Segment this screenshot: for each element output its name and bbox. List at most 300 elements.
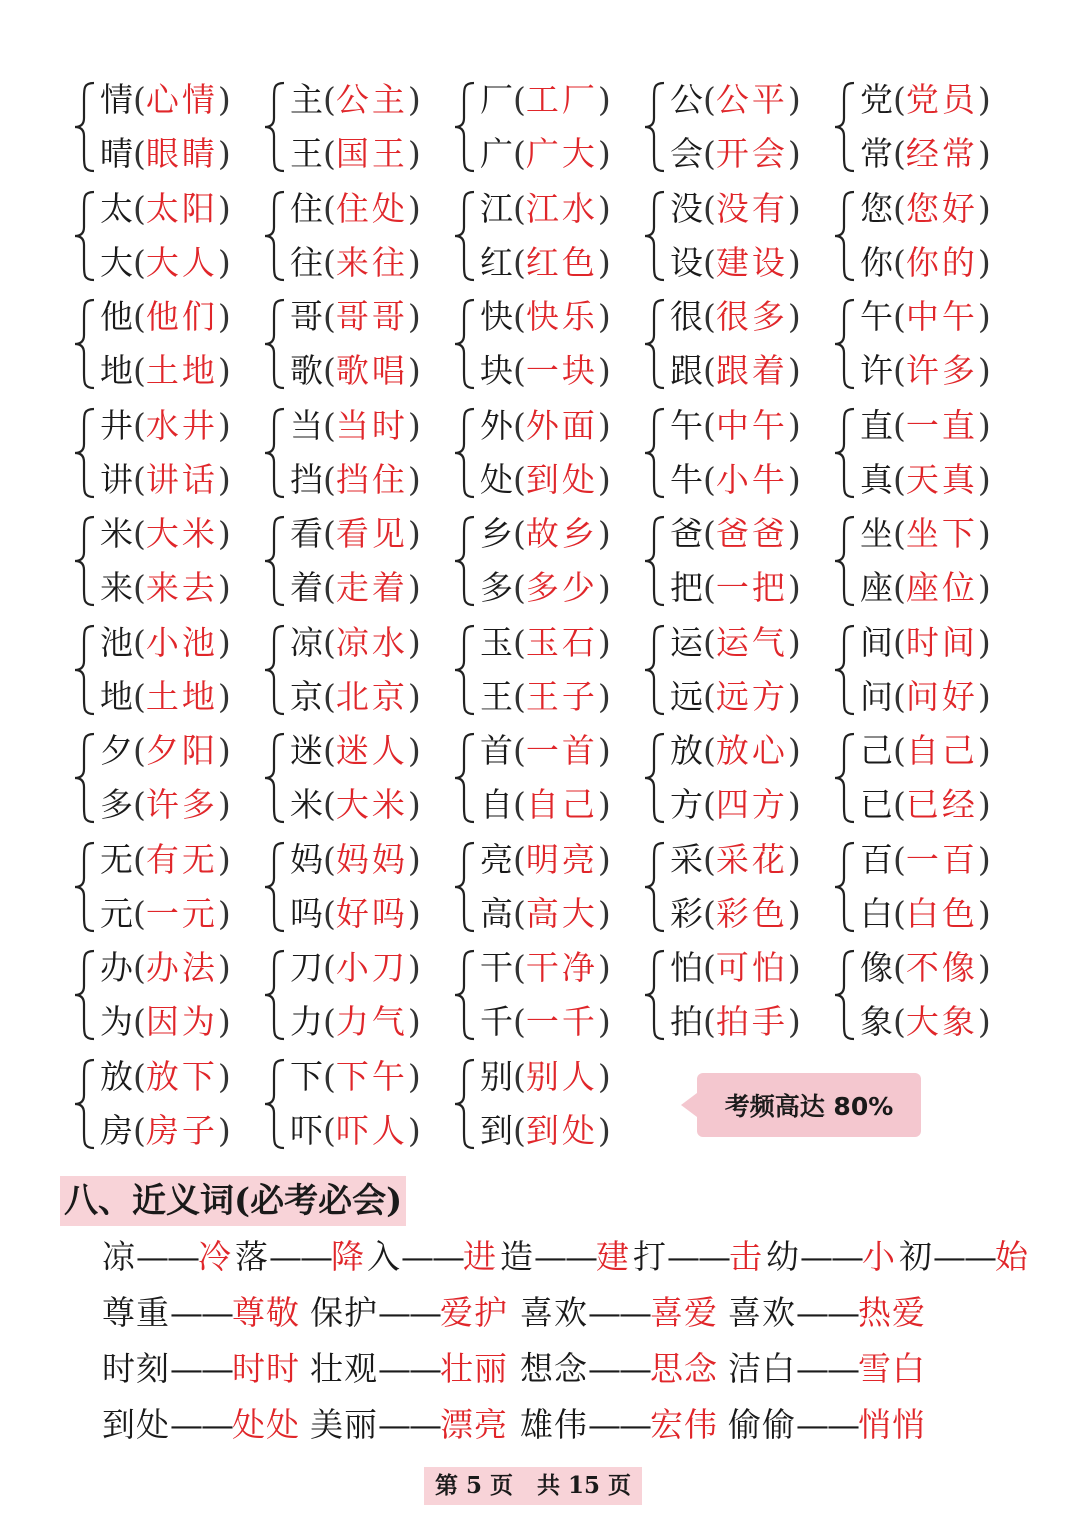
paren-open: ( xyxy=(133,514,146,553)
homophone-line xyxy=(290,134,421,174)
paren-open: ( xyxy=(133,351,146,390)
homophone-char: 牛 xyxy=(670,459,703,499)
homophone-char: 别 xyxy=(480,1056,513,1096)
homophone-word: 明亮 xyxy=(525,839,598,879)
homophone-char: 江 xyxy=(480,188,513,228)
homophone-word: 讲话 xyxy=(145,459,218,499)
frequency-badge xyxy=(697,1073,921,1137)
brace-icon xyxy=(70,189,100,283)
paren-close: ) xyxy=(597,893,611,933)
homophone-line xyxy=(670,677,801,717)
paren-open: ( xyxy=(703,893,716,933)
homophone-pair xyxy=(830,398,1020,507)
paren-open: ( xyxy=(323,785,336,824)
homophone-pair xyxy=(70,181,260,290)
homophone-line xyxy=(290,840,421,880)
homophone-word: 彩色 xyxy=(715,893,788,933)
paren-open: ( xyxy=(323,731,336,770)
paren-open: ( xyxy=(893,893,906,933)
homophone-line xyxy=(670,785,801,825)
homophone-char: 外 xyxy=(480,405,513,445)
brace-icon xyxy=(640,297,670,391)
synonym-pair xyxy=(102,1348,300,1390)
homophone-pair xyxy=(640,615,830,724)
brace-icon xyxy=(830,948,860,1042)
synonym-pair xyxy=(367,1236,497,1278)
paren-open: ( xyxy=(893,568,906,607)
homophone-char: 他 xyxy=(100,297,133,336)
homophone-char: 坐 xyxy=(860,514,893,553)
paren-open: ( xyxy=(513,622,526,662)
homophone-char: 座 xyxy=(860,568,893,607)
paren-open: ( xyxy=(703,351,716,390)
paren-close: ) xyxy=(217,297,231,336)
homophone-pair xyxy=(70,615,260,724)
paren-open: ( xyxy=(893,731,906,770)
homophone-char: 拍 xyxy=(670,1002,703,1041)
homophone-char: 爸 xyxy=(670,514,703,553)
paren-open: ( xyxy=(513,785,526,824)
homophone-line xyxy=(100,460,231,500)
synonym-match: 宏伟 xyxy=(650,1405,718,1444)
homophone-pair xyxy=(70,832,260,941)
homophone-char: 红 xyxy=(480,242,513,282)
homophone-word: 来去 xyxy=(145,568,218,607)
paren-open: ( xyxy=(133,459,146,499)
homophone-line xyxy=(290,514,421,554)
synonym-pair xyxy=(235,1236,365,1278)
brace-icon xyxy=(830,840,860,934)
homophone-pair xyxy=(260,289,450,398)
synonym-dash: —— xyxy=(588,1293,650,1332)
paren-open: ( xyxy=(323,1056,336,1096)
paren-close: ) xyxy=(977,242,991,282)
synonym-dash: —— xyxy=(170,1349,232,1388)
synonym-word: 壮观 xyxy=(310,1349,378,1388)
paren-close: ) xyxy=(597,622,611,662)
homophone-char: 己 xyxy=(860,731,893,770)
homophone-line xyxy=(100,1057,231,1097)
paren-close: ) xyxy=(597,785,611,824)
paren-close: ) xyxy=(977,188,991,228)
homophone-word: 建设 xyxy=(715,242,788,282)
paren-open: ( xyxy=(133,297,146,336)
homophone-word: 到处 xyxy=(525,459,598,499)
paren-open: ( xyxy=(513,948,526,987)
paren-open: ( xyxy=(133,242,146,282)
homophone-char: 把 xyxy=(670,568,703,607)
paren-open: ( xyxy=(133,568,146,607)
paren-open: ( xyxy=(133,731,146,770)
homophone-pair xyxy=(70,1049,260,1158)
paren-open: ( xyxy=(323,839,336,879)
paren-open: ( xyxy=(893,785,906,824)
synonym-match: 处处 xyxy=(232,1405,300,1444)
page-footer: 第 5 页 共 15 页 xyxy=(424,1467,642,1505)
homophone-char: 来 xyxy=(100,568,133,607)
paren-close: ) xyxy=(407,242,421,282)
paren-open: ( xyxy=(893,297,906,336)
homophone-word: 公平 xyxy=(715,80,788,119)
homophone-char: 京 xyxy=(290,676,323,716)
paren-close: ) xyxy=(217,242,231,282)
homophone-char: 广 xyxy=(480,134,513,173)
paren-close: ) xyxy=(407,785,421,824)
synonym-match: 悄悄 xyxy=(858,1405,926,1444)
homophone-char: 没 xyxy=(670,188,703,228)
homophone-char: 高 xyxy=(480,893,513,933)
synonym-dash: —— xyxy=(269,1237,331,1276)
paren-close: ) xyxy=(597,459,611,499)
synonym-dash: —— xyxy=(933,1237,995,1276)
synonym-dash: —— xyxy=(667,1237,729,1276)
homophone-line xyxy=(290,80,421,120)
homophone-char: 着 xyxy=(290,568,323,607)
homophone-line xyxy=(100,189,231,229)
synonym-match: 壮丽 xyxy=(440,1349,508,1388)
paren-close: ) xyxy=(787,1002,801,1041)
homophone-pair xyxy=(260,1049,450,1158)
synonym-word: 美丽 xyxy=(310,1405,378,1444)
paren-close: ) xyxy=(787,731,801,770)
homophone-char: 情 xyxy=(100,80,133,119)
homophone-word: 运气 xyxy=(715,622,788,662)
synonym-pair xyxy=(728,1404,926,1446)
synonym-pair xyxy=(520,1292,718,1334)
homophone-pair xyxy=(640,723,830,832)
paren-open: ( xyxy=(513,297,526,336)
homophone-char: 您 xyxy=(860,188,893,228)
brace-icon xyxy=(450,731,480,825)
synonym-dash: —— xyxy=(588,1349,650,1388)
brace-icon xyxy=(450,297,480,391)
synonym-word: 造 xyxy=(500,1237,534,1276)
homophone-word: 眼睛 xyxy=(145,134,218,173)
homophone-line xyxy=(670,840,801,880)
homophone-line xyxy=(480,894,611,934)
synonym-word: 时刻 xyxy=(102,1349,170,1388)
homophone-pair xyxy=(830,723,1020,832)
homophone-line xyxy=(290,297,421,337)
paren-close: ) xyxy=(217,948,231,987)
brace-icon xyxy=(640,189,670,283)
paren-close: ) xyxy=(407,459,421,499)
homophone-pair xyxy=(450,940,640,1049)
homophone-line xyxy=(100,351,231,391)
paren-close: ) xyxy=(787,568,801,607)
homophone-pair xyxy=(640,398,830,507)
homophone-word: 没有 xyxy=(715,188,788,228)
homophone-word: 凉水 xyxy=(335,622,408,662)
homophone-pair xyxy=(450,506,640,615)
synonym-word: 入 xyxy=(367,1237,401,1276)
homophone-word: 夕阳 xyxy=(145,731,218,770)
homophone-word: 远方 xyxy=(715,676,788,716)
homophone-char: 讲 xyxy=(100,459,133,499)
homophone-line xyxy=(860,406,991,446)
paren-close: ) xyxy=(977,134,991,173)
paren-close: ) xyxy=(217,568,231,607)
homophone-pair xyxy=(70,72,260,181)
paren-open: ( xyxy=(703,459,716,499)
homophone-char: 力 xyxy=(290,1002,323,1041)
paren-close: ) xyxy=(787,405,801,445)
homophone-word: 歌唱 xyxy=(335,351,408,390)
paren-close: ) xyxy=(217,405,231,445)
brace-icon xyxy=(260,189,290,283)
paren-close: ) xyxy=(217,80,231,119)
homophone-char: 采 xyxy=(670,839,703,879)
homophone-line xyxy=(290,1111,421,1151)
brace-icon xyxy=(830,406,860,500)
homophone-line xyxy=(670,134,801,174)
homophone-line xyxy=(480,80,611,120)
homophone-line xyxy=(480,785,611,825)
paren-open: ( xyxy=(133,948,146,987)
synonym-dash: —— xyxy=(170,1405,232,1444)
homophone-line xyxy=(100,731,231,771)
homophone-line xyxy=(670,514,801,554)
homophone-line xyxy=(100,406,231,446)
synonym-match: 始 xyxy=(995,1237,1029,1276)
homophone-char: 你 xyxy=(860,242,893,282)
homophone-line xyxy=(860,785,991,825)
paren-close: ) xyxy=(787,839,801,879)
paren-open: ( xyxy=(703,134,716,173)
brace-icon xyxy=(70,80,100,174)
homophone-line xyxy=(290,351,421,391)
paren-open: ( xyxy=(323,1002,336,1041)
brace-icon xyxy=(260,80,290,174)
homophone-pair xyxy=(260,398,450,507)
homophone-word: 爸爸 xyxy=(715,514,788,553)
brace-icon xyxy=(260,514,290,608)
paren-close: ) xyxy=(977,80,991,119)
paren-open: ( xyxy=(323,948,336,987)
brace-icon xyxy=(70,297,100,391)
paren-open: ( xyxy=(133,1110,146,1150)
homophone-line xyxy=(860,1002,991,1042)
paren-close: ) xyxy=(977,351,991,390)
synonym-pair xyxy=(728,1348,926,1390)
homophone-pair xyxy=(260,723,450,832)
homophone-word: 一千 xyxy=(525,1002,598,1041)
homophone-line xyxy=(290,948,421,988)
homophone-char: 妈 xyxy=(290,839,323,879)
homophone-word: 土地 xyxy=(145,676,218,716)
homophone-word: 四方 xyxy=(715,785,788,824)
synonym-pair xyxy=(633,1236,763,1278)
homophone-word: 住处 xyxy=(335,188,408,228)
homophone-char: 块 xyxy=(480,351,513,390)
synonym-word: 凉 xyxy=(102,1237,136,1276)
synonym-pair xyxy=(102,1236,232,1278)
synonym-word: 打 xyxy=(633,1237,667,1276)
synonym-pair xyxy=(766,1236,896,1278)
synonym-dash: —— xyxy=(534,1237,596,1276)
homophone-char: 地 xyxy=(100,676,133,716)
homophone-line xyxy=(480,731,611,771)
paren-open: ( xyxy=(893,948,906,987)
paren-close: ) xyxy=(217,893,231,933)
synonym-match: 漂亮 xyxy=(440,1405,508,1444)
paren-close: ) xyxy=(597,514,611,553)
homophone-line xyxy=(480,1002,611,1042)
brace-icon xyxy=(450,406,480,500)
homophone-line xyxy=(480,243,611,283)
paren-close: ) xyxy=(217,1056,231,1096)
brace-icon xyxy=(70,840,100,934)
homophone-char: 乡 xyxy=(480,514,513,553)
paren-open: ( xyxy=(703,1002,716,1041)
paren-close: ) xyxy=(977,676,991,716)
homophone-word: 一块 xyxy=(525,351,598,390)
homophone-char: 歌 xyxy=(290,351,323,390)
homophone-line xyxy=(670,894,801,934)
synonym-word: 保护 xyxy=(310,1293,378,1332)
homophone-char: 凉 xyxy=(290,622,323,662)
paren-close: ) xyxy=(407,351,421,390)
brace-icon xyxy=(450,948,480,1042)
paren-open: ( xyxy=(513,1056,526,1096)
homophone-line xyxy=(860,948,991,988)
paren-open: ( xyxy=(323,188,336,228)
paren-close: ) xyxy=(407,297,421,336)
homophone-word: 看见 xyxy=(335,514,408,553)
paren-close: ) xyxy=(407,405,421,445)
homophone-char: 住 xyxy=(290,188,323,228)
synonym-match: 冷 xyxy=(198,1237,232,1276)
paren-close: ) xyxy=(597,839,611,879)
homophone-char: 哥 xyxy=(290,297,323,336)
homophone-char: 晴 xyxy=(100,134,133,173)
homophone-line xyxy=(290,731,421,771)
synonym-dash: —— xyxy=(136,1237,198,1276)
homophone-char: 放 xyxy=(670,731,703,770)
paren-open: ( xyxy=(133,134,146,173)
paren-close: ) xyxy=(977,785,991,824)
section-title: 八、近义词(必考必会) xyxy=(60,1176,406,1226)
synonym-word: 喜欢 xyxy=(728,1293,796,1332)
homophone-line xyxy=(480,840,611,880)
synonym-match: 建 xyxy=(596,1237,630,1276)
homophone-word: 妈妈 xyxy=(335,839,408,879)
paren-close: ) xyxy=(217,731,231,770)
homophone-word: 许多 xyxy=(905,351,978,390)
paren-open: ( xyxy=(323,405,336,445)
homophone-line xyxy=(480,948,611,988)
homophone-char: 下 xyxy=(290,1056,323,1096)
brace-icon xyxy=(640,514,670,608)
homophone-char: 首 xyxy=(480,731,513,770)
homophone-pair xyxy=(450,832,640,941)
homophone-line xyxy=(670,406,801,446)
homophone-char: 到 xyxy=(480,1110,513,1150)
homophone-pair xyxy=(640,506,830,615)
homophone-word: 一首 xyxy=(525,731,598,770)
paren-close: ) xyxy=(597,1002,611,1041)
paren-close: ) xyxy=(597,676,611,716)
paren-open: ( xyxy=(513,80,526,119)
homophone-word: 玉石 xyxy=(525,622,598,662)
homophone-line xyxy=(290,785,421,825)
paren-close: ) xyxy=(977,459,991,499)
homophone-pair xyxy=(260,72,450,181)
paren-open: ( xyxy=(893,514,906,553)
homophone-char: 自 xyxy=(480,785,513,824)
homophone-line xyxy=(100,80,231,120)
homophone-word: 王子 xyxy=(525,676,598,716)
synonym-match: 进 xyxy=(463,1237,497,1276)
paren-open: ( xyxy=(703,839,716,879)
paren-open: ( xyxy=(893,459,906,499)
homophone-word: 小牛 xyxy=(715,459,788,499)
paren-open: ( xyxy=(703,405,716,445)
homophone-char: 房 xyxy=(100,1110,133,1150)
homophone-word: 红色 xyxy=(525,242,598,282)
paren-open: ( xyxy=(513,568,526,607)
paren-close: ) xyxy=(977,731,991,770)
homophone-line xyxy=(670,460,801,500)
homophone-word: 迷人 xyxy=(335,731,408,770)
paren-open: ( xyxy=(703,242,716,282)
synonym-word: 初 xyxy=(899,1237,933,1276)
paren-open: ( xyxy=(513,893,526,933)
paren-open: ( xyxy=(703,514,716,553)
homophone-word: 故乡 xyxy=(525,514,598,553)
homophone-word: 许多 xyxy=(145,785,218,824)
brace-icon xyxy=(70,1057,100,1151)
homophone-word: 一直 xyxy=(905,405,978,445)
homophone-word: 大人 xyxy=(145,242,218,282)
paren-close: ) xyxy=(407,514,421,553)
homophone-line xyxy=(100,514,231,554)
homophone-word: 跟着 xyxy=(715,351,788,390)
paren-open: ( xyxy=(133,676,146,716)
homophone-line xyxy=(860,623,991,663)
homophone-pair xyxy=(640,289,830,398)
homophone-char: 千 xyxy=(480,1002,513,1041)
paren-close: ) xyxy=(787,242,801,282)
synonym-pair xyxy=(899,1236,1029,1278)
homophone-word: 坐下 xyxy=(905,514,978,553)
paren-open: ( xyxy=(703,731,716,770)
brace-icon xyxy=(640,406,670,500)
homophone-word: 多少 xyxy=(525,568,598,607)
homophone-char: 运 xyxy=(670,622,703,662)
brace-icon xyxy=(70,731,100,825)
paren-close: ) xyxy=(217,785,231,824)
paren-open: ( xyxy=(893,134,906,173)
paren-open: ( xyxy=(513,1110,526,1150)
homophone-word: 已经 xyxy=(905,785,978,824)
homophone-pair xyxy=(260,181,450,290)
paren-open: ( xyxy=(323,242,336,282)
homophone-line xyxy=(100,894,231,934)
homophone-word: 天真 xyxy=(905,459,978,499)
homophone-pair xyxy=(640,832,830,941)
homophone-line xyxy=(290,623,421,663)
homophone-word: 开会 xyxy=(715,134,788,173)
homophone-char: 设 xyxy=(670,242,703,282)
paren-open: ( xyxy=(323,297,336,336)
paren-close: ) xyxy=(977,297,991,336)
homophone-pair xyxy=(260,506,450,615)
homophone-char: 往 xyxy=(290,242,323,282)
homophone-char: 直 xyxy=(860,405,893,445)
brace-icon xyxy=(830,731,860,825)
paren-close: ) xyxy=(977,405,991,445)
